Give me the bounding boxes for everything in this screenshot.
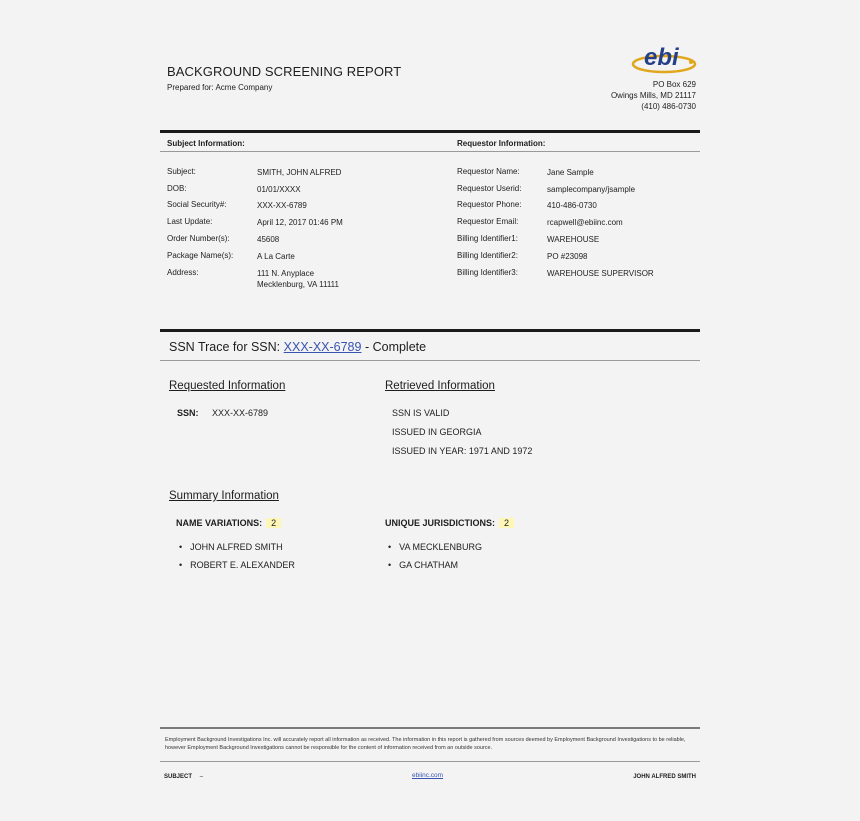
retrieved-item: SSN IS VALID [392,408,450,418]
billing-id2-value: PO #23098 [547,252,588,261]
retrieved-info-heading: Retrieved Information [385,380,495,392]
name-variation-item: • JOHN ALFRED SMITH [179,542,283,552]
ssn-trace-status: - Complete [364,340,427,354]
address-value [257,268,339,290]
requested-info-heading: Requested Information [169,380,286,392]
footer-subject-label: SUBJECT [164,774,193,780]
ssn-trace-underline [160,360,700,361]
billing-id2-label: Billing Identifier2: [457,251,518,260]
dob-label: DOB: [167,184,187,193]
section-underline [160,151,700,152]
requestor-email-value: rcapwell@ebiinc.com [547,218,623,227]
requestor-phone-label: Requestor Phone: [457,200,522,209]
subject-value: SMITH, JOHN ALFRED [257,168,342,177]
ssn-value: XXX-XX-6789 [257,201,307,210]
requestor-phone-value: 410-486-0730 [547,201,597,210]
subject-info-heading: Subject Information: [167,139,245,148]
jurisdictions-label: UNIQUE JURISDICTIONS: [385,518,496,528]
name-variations-count: 2 [266,518,281,528]
name-variations-label: NAME VARIATIONS: [176,518,263,528]
ssn-label: Social Security#: [167,200,227,209]
billing-id1-label: Billing Identifier1: [457,234,518,243]
ssn-trace-divider [160,329,700,332]
address-street: 111 N. Anyplace [257,269,315,278]
footer-underline [160,761,700,762]
unique-jurisdictions [385,518,514,528]
address-line-1: PO Box 629 [652,80,696,89]
report-title: BACKGROUND SCREENING REPORT [167,64,402,79]
ssn-trace-title [169,340,426,354]
retrieved-item: ISSUED IN GEORGIA [392,427,482,437]
footer-subject-dash: – [199,774,204,780]
address-city: Mecklenburg, VA 11111 [257,280,339,289]
jurisdiction-item: • GA CHATHAM [388,560,458,570]
jurisdiction-item: • VA MECKLENBURG [388,542,482,552]
address-label: Address: [167,268,199,277]
footer-subject [164,774,203,780]
requestor-info-heading: Requestor Information: [457,139,546,148]
subject-label: Subject: [167,167,196,176]
last-update-value: April 12, 2017 01:46 PM [257,218,343,227]
ebi-logo [630,38,700,78]
address-phone: (410) 486-0730 [641,102,696,111]
ssn-trace-link[interactable]: XXX-XX-6789 [283,340,362,354]
billing-id3-label: Billing Identifier3: [457,268,518,277]
footer-website-link[interactable]: ebiinc.com [412,772,444,779]
footer-subject-name: JOHN ALFRED SMITH [633,774,696,780]
requested-ssn-value: XXX-XX-6789 [212,408,269,418]
dob-value: 01/01/XXXX [257,185,301,194]
name-variation-item: • ROBERT E. ALEXANDER [179,560,295,570]
company-address [611,79,696,112]
order-number-label: Order Number(s): [167,234,230,243]
requestor-userid-value: samplecompany/jsample [547,185,636,194]
billing-id3-value: WAREHOUSE SUPERVISOR [547,269,654,278]
ssn-trace-prefix: SSN Trace for SSN: [169,340,281,354]
address-line-2: Owings Mills, MD 21117 [610,91,696,100]
requestor-email-label: Requestor Email: [457,217,519,226]
requested-ssn-label: SSN: [177,408,199,418]
summary-info-heading: Summary Information [169,490,279,502]
last-update-label: Last Update: [167,217,213,226]
billing-id1-value: WAREHOUSE [547,235,600,244]
package-name-value: A La Carte [257,252,295,261]
retrieved-item: ISSUED IN YEAR: 1971 AND 1972 [392,446,533,456]
requestor-userid-label: Requestor Userid: [457,184,522,193]
package-name-label: Package Name(s): [167,251,234,260]
prepared-for: Prepared for: Acme Company [167,83,273,92]
section-divider [160,130,700,133]
name-variations [176,518,281,528]
order-number-value: 45608 [257,235,280,244]
requestor-name-value: Jane Sample [547,168,594,177]
requestor-name-label: Requestor Name: [457,167,520,176]
footer-divider [160,727,700,729]
jurisdictions-count: 2 [499,518,514,528]
logo-text: ebi [644,44,679,71]
disclaimer-text: Employment Background Investigations Inc. will accurately report all information as received. The information in this report is gathered from sources deemed by Employment Background Investigations to be reliable, however Employment Background Investigations cannot be responsible for the content of information received from an outside source. [165,737,686,751]
